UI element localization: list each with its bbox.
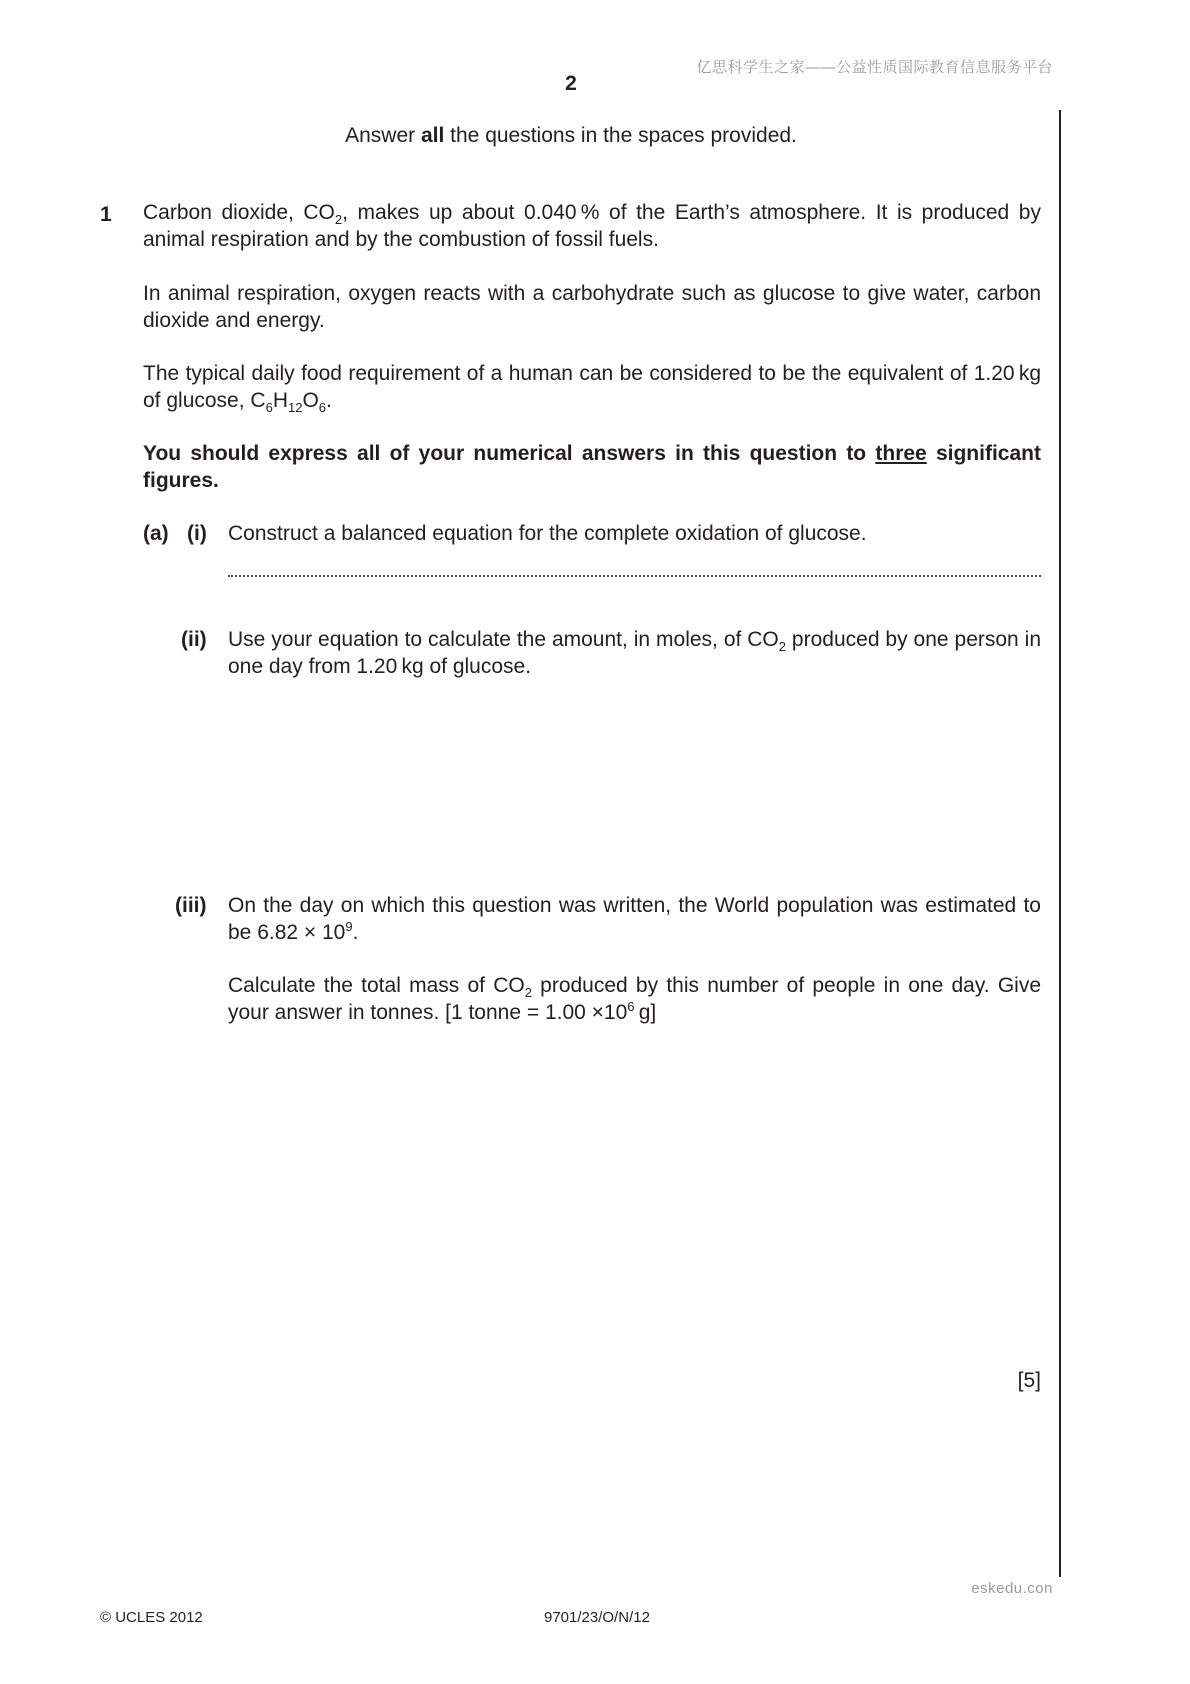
- respiration-text: In animal respiration, oxygen reacts with a carbohydrate such as glucose to give water, carbon dioxide and energy.: [143, 282, 1041, 332]
- question-number: 1: [100, 203, 112, 226]
- footer-watermark: eskedu.con: [971, 1580, 1053, 1597]
- instruction: Answer all the questions in the spaces provided.: [345, 124, 797, 147]
- margin-line: [1059, 110, 1061, 1577]
- question-intro: Carbon dioxide, $CO_2$, makes up about 0.040 % of the Earth’s atmosphere. It is produced by animal respiration and by the combustion of fossil fuels.: [143, 201, 1041, 251]
- answer-line[interactable]: [228, 575, 1041, 577]
- part-a-label: (a): [143, 522, 169, 545]
- part-a-ii-label: (ii): [181, 628, 207, 651]
- page-number: 2: [565, 72, 577, 95]
- part-a-iii-label: (iii): [175, 894, 207, 917]
- paper-code: 9701/23/O/N/12: [544, 1609, 650, 1626]
- part-a-i-text: Construct a balanced equation for the complete oxidation of glucose.: [228, 522, 867, 545]
- copyright: © UCLES 2012: [100, 1609, 203, 1626]
- marks-label: [5]: [1017, 1369, 1041, 1392]
- part-a-iii-calculate-text: Calculate the total mass of $CO_2$ produced by this number of people in one day. Give your answer in tonnes. [1 tonne = $1.00 \times 10^6$ g]: [228, 974, 1041, 1024]
- header-watermark: 亿思科学生之家——公益性质国际教育信息服务平台: [696, 59, 1053, 76]
- part-a-iii-population-text: On the day on which this question was written, the World population was estimated to be $6.82 \times 10^9$.: [228, 894, 1041, 944]
- food-requirement-text: The typical daily food requirement of a human can be considered to be the equivalent of 1.20 kg of glucose, $C_6H_{12}O_6$.: [143, 362, 1041, 416]
- significant-figures-instruction: You should express all of your numerical answers in this question to three significant figures.: [143, 442, 1041, 492]
- part-a-ii-text: Use your equation to calculate the amount, in moles, of $CO_2$ produced by one person in one day from 1.20 kg of glucose.: [228, 628, 1041, 678]
- part-a-i-label: (i): [187, 522, 207, 545]
